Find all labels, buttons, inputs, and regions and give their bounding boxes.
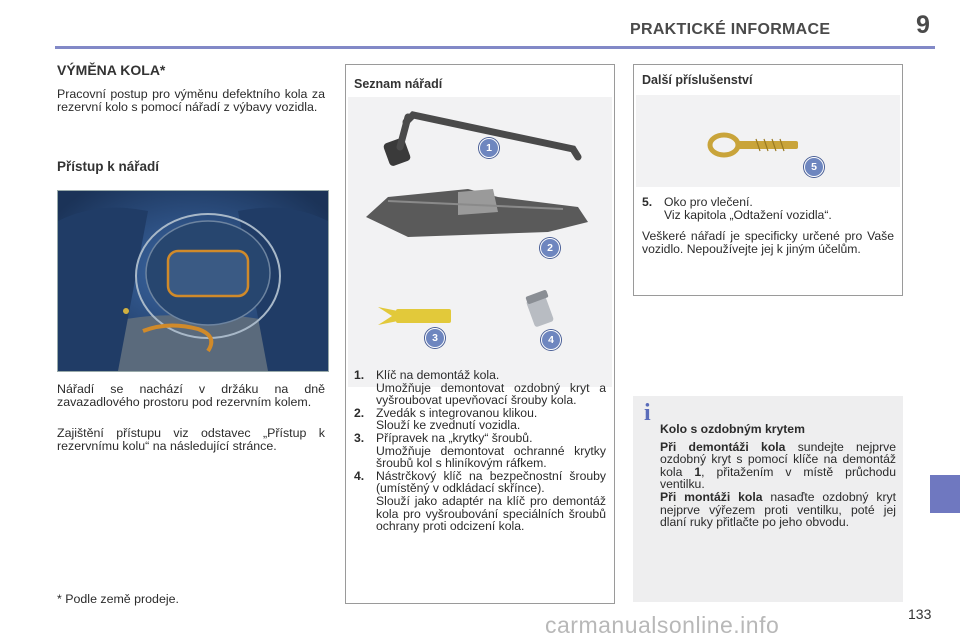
info-removal-text-a: sundejte nejprve ozdobný kryt s pomocí klíče na demontáž kola	[660, 439, 897, 479]
intro-paragraph: Pracovní postup pro výměnu defektního kola za rezervní kolo s pomocí nářadí z výbavy vozidla.	[57, 87, 325, 114]
tools-panel	[345, 64, 615, 604]
tool-item-desc: Umožňuje demontovat ozdobný kryt a vyšroubovat upevňovací šrouby kola.	[376, 380, 606, 408]
info-icon: i	[644, 400, 651, 426]
page-number: 133	[908, 606, 932, 622]
chapter-number: 9	[916, 11, 930, 39]
info-removal-text-b: , přitažením v místě průchodu ventilku.	[660, 464, 896, 492]
info-text	[660, 423, 896, 529]
accessories-panel	[633, 64, 903, 296]
accessory-badge-5: 5	[804, 157, 824, 177]
accessories-panel-title: Další příslušenství	[642, 73, 753, 87]
tool-item-number: 3.	[354, 430, 365, 445]
section-title: VÝMĚNA KOLA*	[57, 62, 166, 78]
tools-panel-title: Seznam nářadí	[354, 77, 443, 91]
tools-list	[354, 369, 606, 533]
access-paragraph: Zajištění přístupu viz odstavec „Přístup k rezervnímu kolu“ na následující stránce.	[57, 426, 325, 453]
tow-eye-illustration	[636, 95, 900, 187]
location-paragraph: Nářadí se nachází v držáku na dně zavazadlového prostoru pod rezervním kolem.	[57, 382, 325, 409]
tool-badge-1: 1	[479, 138, 499, 158]
trunk-photo	[57, 190, 329, 372]
info-removal	[660, 441, 896, 491]
tow-eye-drawing	[636, 95, 900, 187]
accessory-note: Veškeré nářadí je specificky určené pro Vaše vozidlo. Nepoužívejte jej k jiným účelům.	[642, 229, 894, 256]
tool-item-number: 4.	[354, 468, 365, 483]
tools-drawing	[348, 97, 612, 387]
header-section-title: PRAKTICKÉ INFORMACE	[630, 21, 831, 38]
tool-item-number: 1.	[354, 368, 365, 382]
info-removal-bold: 1	[694, 464, 702, 479]
header-divider	[55, 46, 935, 49]
tool-item-desc: Slouží ke zvednutí vozidla.	[376, 418, 521, 433]
tool-badge-4: 4	[541, 330, 561, 350]
tools-illustration	[348, 97, 612, 387]
trunk-illustration	[58, 191, 328, 371]
info-mount-label: Při montáži kola	[660, 489, 763, 504]
tool-item-title: Přípravek na „krytky“ šroubů.	[376, 430, 533, 445]
tool-item	[354, 470, 606, 533]
accessory-item-number: 5.	[642, 195, 653, 209]
info-removal-label: Při demontáži kola	[660, 439, 786, 454]
tool-item	[354, 369, 606, 407]
chapter-side-tab	[930, 475, 960, 513]
footnote: * Podle země prodeje.	[57, 592, 179, 606]
tool-item-desc: Umožňuje demontovat ochranné krytky šroubů kol s hliníkovým ráfkem.	[376, 443, 606, 471]
tool-item-title: Nástrčkový klíč na bezpečnostní šrouby (umístěný v odkládací skřínce).	[376, 468, 606, 496]
tool-item	[354, 432, 606, 470]
accessory-item-desc: Viz kapitola „Odtažení vozidla“.	[664, 207, 832, 222]
tool-item-title: Zvedák s integrovanou klikou.	[376, 405, 538, 420]
tool-badge-3: 3	[425, 328, 445, 348]
accessory-item-title: Oko pro vlečení.	[664, 195, 753, 209]
watermark: carmanualsonline.info	[545, 612, 780, 638]
tool-badge-2: 2	[540, 238, 560, 258]
info-mount	[660, 491, 896, 529]
info-mount-text: nasaďte ozdobný kryt nejprve výřezem proti ventilku, poté jej dlaní ruky přitlačte po jeho obvodu.	[660, 489, 896, 530]
subsection-title: Přístup k nářadí	[57, 159, 160, 174]
tool-item-desc: Slouží jako adaptér na klíč pro demontáž kola pro vyšroubování speciálních šroubů ochrany proti odcizení kola.	[376, 493, 606, 534]
tool-item-number: 2.	[354, 405, 365, 420]
tool-item	[354, 407, 606, 432]
info-title: Kolo s ozdobným krytem	[660, 422, 805, 436]
accessory-item	[642, 196, 894, 221]
tool-item-title: Klíč na demontáž kola.	[376, 368, 500, 382]
